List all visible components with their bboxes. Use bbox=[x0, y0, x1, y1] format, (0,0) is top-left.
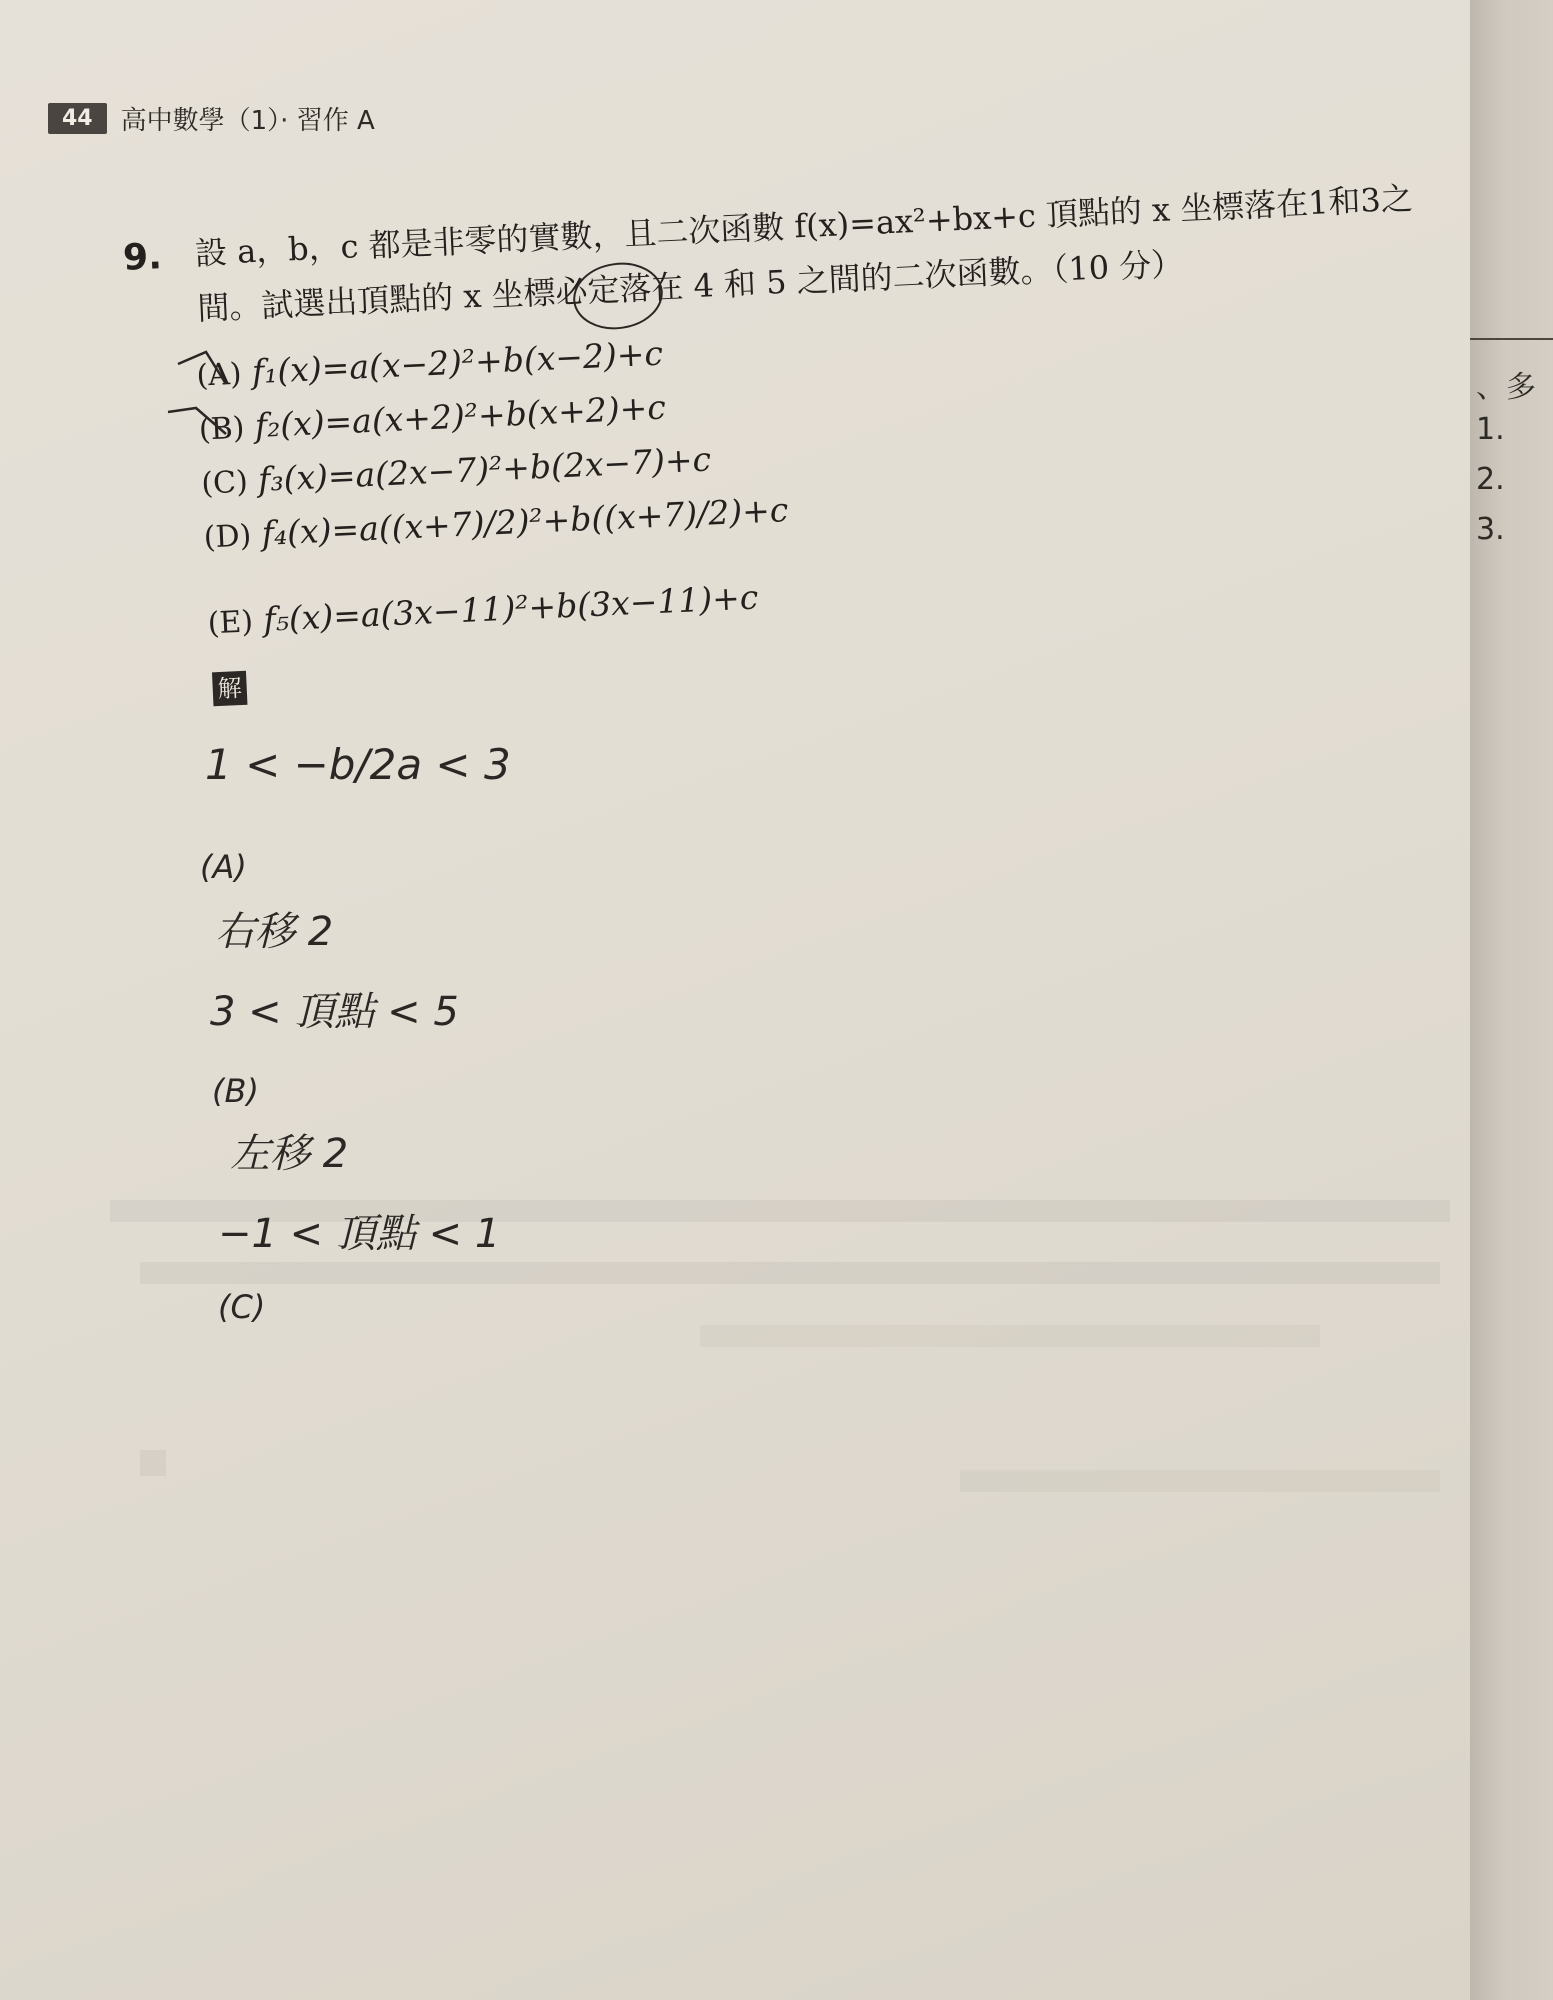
question-9 bbox=[120, 130, 1449, 704]
show-through-text bbox=[700, 1325, 1320, 1347]
option-label: (E) bbox=[206, 604, 254, 642]
adjacent-page-text: 2. bbox=[1476, 462, 1505, 497]
option-label: (C) bbox=[200, 464, 249, 502]
option-label: (D) bbox=[203, 518, 253, 556]
handwritten-line: 左移 2 bbox=[230, 1131, 349, 1177]
option-label: (A) bbox=[195, 356, 243, 394]
option-e bbox=[207, 577, 759, 641]
handwritten-line: 1 < −b/2a < 3 bbox=[205, 740, 511, 789]
option-b bbox=[198, 387, 667, 447]
option-a bbox=[196, 334, 664, 394]
solution-badge: 解 bbox=[212, 671, 248, 707]
adjacent-page-text: 3. bbox=[1476, 512, 1505, 547]
handwritten-line: (A) bbox=[200, 848, 247, 886]
handwritten-line: 右移 2 bbox=[215, 909, 334, 955]
option-formula: f₂(x)=a(x+2)²+b(x+2)+c bbox=[253, 387, 667, 446]
show-through-text bbox=[960, 1470, 1440, 1492]
question-number: 9. bbox=[122, 236, 163, 279]
show-through-text bbox=[110, 1200, 1450, 1222]
option-formula: f₁(x)=a(x−2)²+b(x−2)+c bbox=[251, 333, 664, 392]
show-through-text bbox=[140, 1450, 166, 1476]
option-formula: f₄(x)=a((x+7)/2)²+b((x+7)/2)+c bbox=[260, 490, 790, 553]
option-d bbox=[203, 490, 789, 555]
show-through-text bbox=[140, 1262, 1440, 1284]
divider-line bbox=[1470, 338, 1553, 340]
handwritten-line: (B) bbox=[212, 1072, 259, 1110]
option-formula: f₃(x)=a(2x−7)²+b(2x−7)+c bbox=[257, 439, 712, 500]
handwritten-line: 3 < 頂點 < 5 bbox=[210, 989, 459, 1035]
adjacent-page-text: 、多 bbox=[1476, 370, 1536, 405]
option-c bbox=[200, 439, 711, 501]
adjacent-page-text: 1. bbox=[1476, 412, 1505, 447]
book-title: 高中數學（1）· 習作 A bbox=[120, 106, 375, 136]
option-formula: f₅(x)=a(3x−11)²+b(3x−11)+c bbox=[262, 577, 760, 639]
adjacent-page-edge bbox=[1470, 0, 1553, 2000]
page-number-badge: 44 bbox=[48, 103, 107, 134]
option-label: (B) bbox=[198, 410, 246, 448]
page-header bbox=[48, 100, 375, 137]
handwritten-line: (C) bbox=[218, 1288, 266, 1326]
handwritten-line: −1 < 頂點 < 1 bbox=[218, 1211, 501, 1257]
question-text: 設 a，b，c 都是非零的實數，且二次函數 f(x)=ax²+bx+c 頂點的 x 坐標落在1和3之間。試選出頂點的 x 坐標必定落在 4 和 5 之間的二次函數。（10 分） bbox=[194, 179, 1414, 328]
